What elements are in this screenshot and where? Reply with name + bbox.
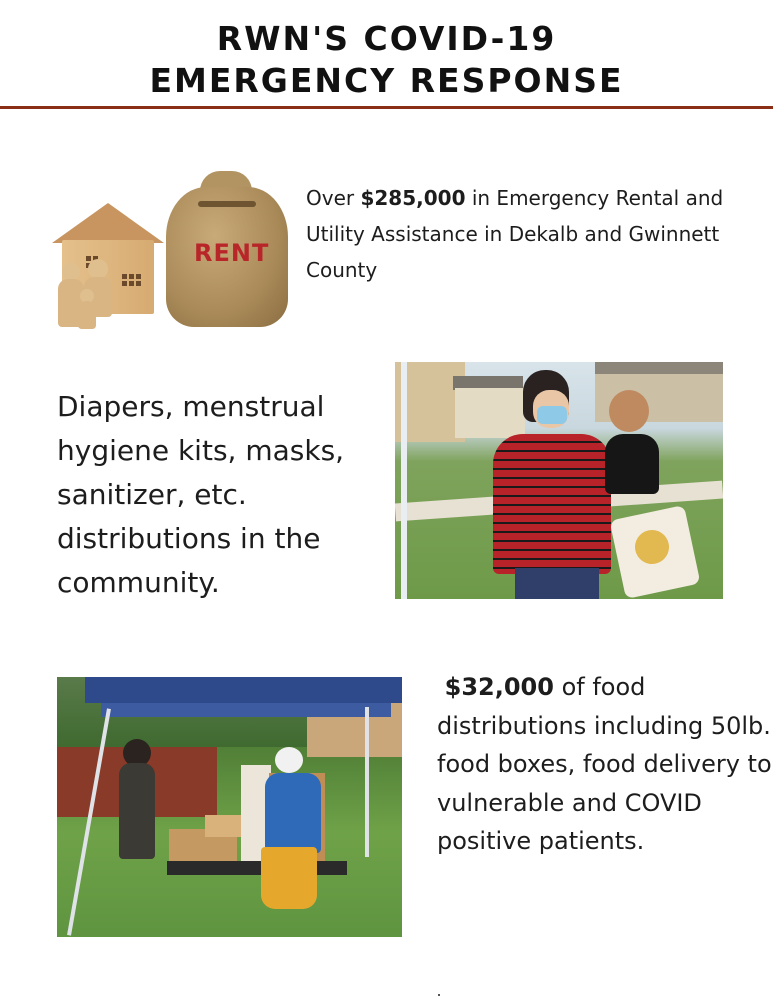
title-line-1: RWN'S COVID-19 [216, 19, 557, 58]
rent-assistance-text [306, 180, 746, 288]
title-line-2: EMERGENCY RESPONSE [149, 61, 624, 100]
rent-text-prefix: Over [306, 186, 361, 210]
sack-label: RENT [194, 239, 270, 267]
title-divider [0, 106, 773, 109]
house-and-rent-sack-icon [48, 165, 298, 333]
page-mark [438, 994, 440, 996]
food-amount: $32,000 [444, 673, 554, 701]
food-distribution-tent-photo [57, 677, 402, 937]
family-figure-icon [78, 301, 96, 329]
rent-amount: $285,000 [360, 186, 466, 210]
page-title [0, 18, 773, 102]
hygiene-distribution-text: Diapers, menstrual hygiene kits, masks, sanitizer, etc. distributions in the community. [57, 390, 345, 599]
woman-with-mask-holding-baby-photo [395, 362, 723, 599]
food-distribution-text [437, 668, 773, 861]
food-text-suffix: of food distributions including 50lb. food boxes, food delivery to vulnerable and COVID positive patients. [437, 673, 772, 855]
sack-tie [198, 201, 256, 207]
rent-text-suffix: in Emergency Rental and Utility Assistance in Dekalb and Gwinnett County [306, 186, 724, 282]
house-roof [52, 203, 164, 243]
